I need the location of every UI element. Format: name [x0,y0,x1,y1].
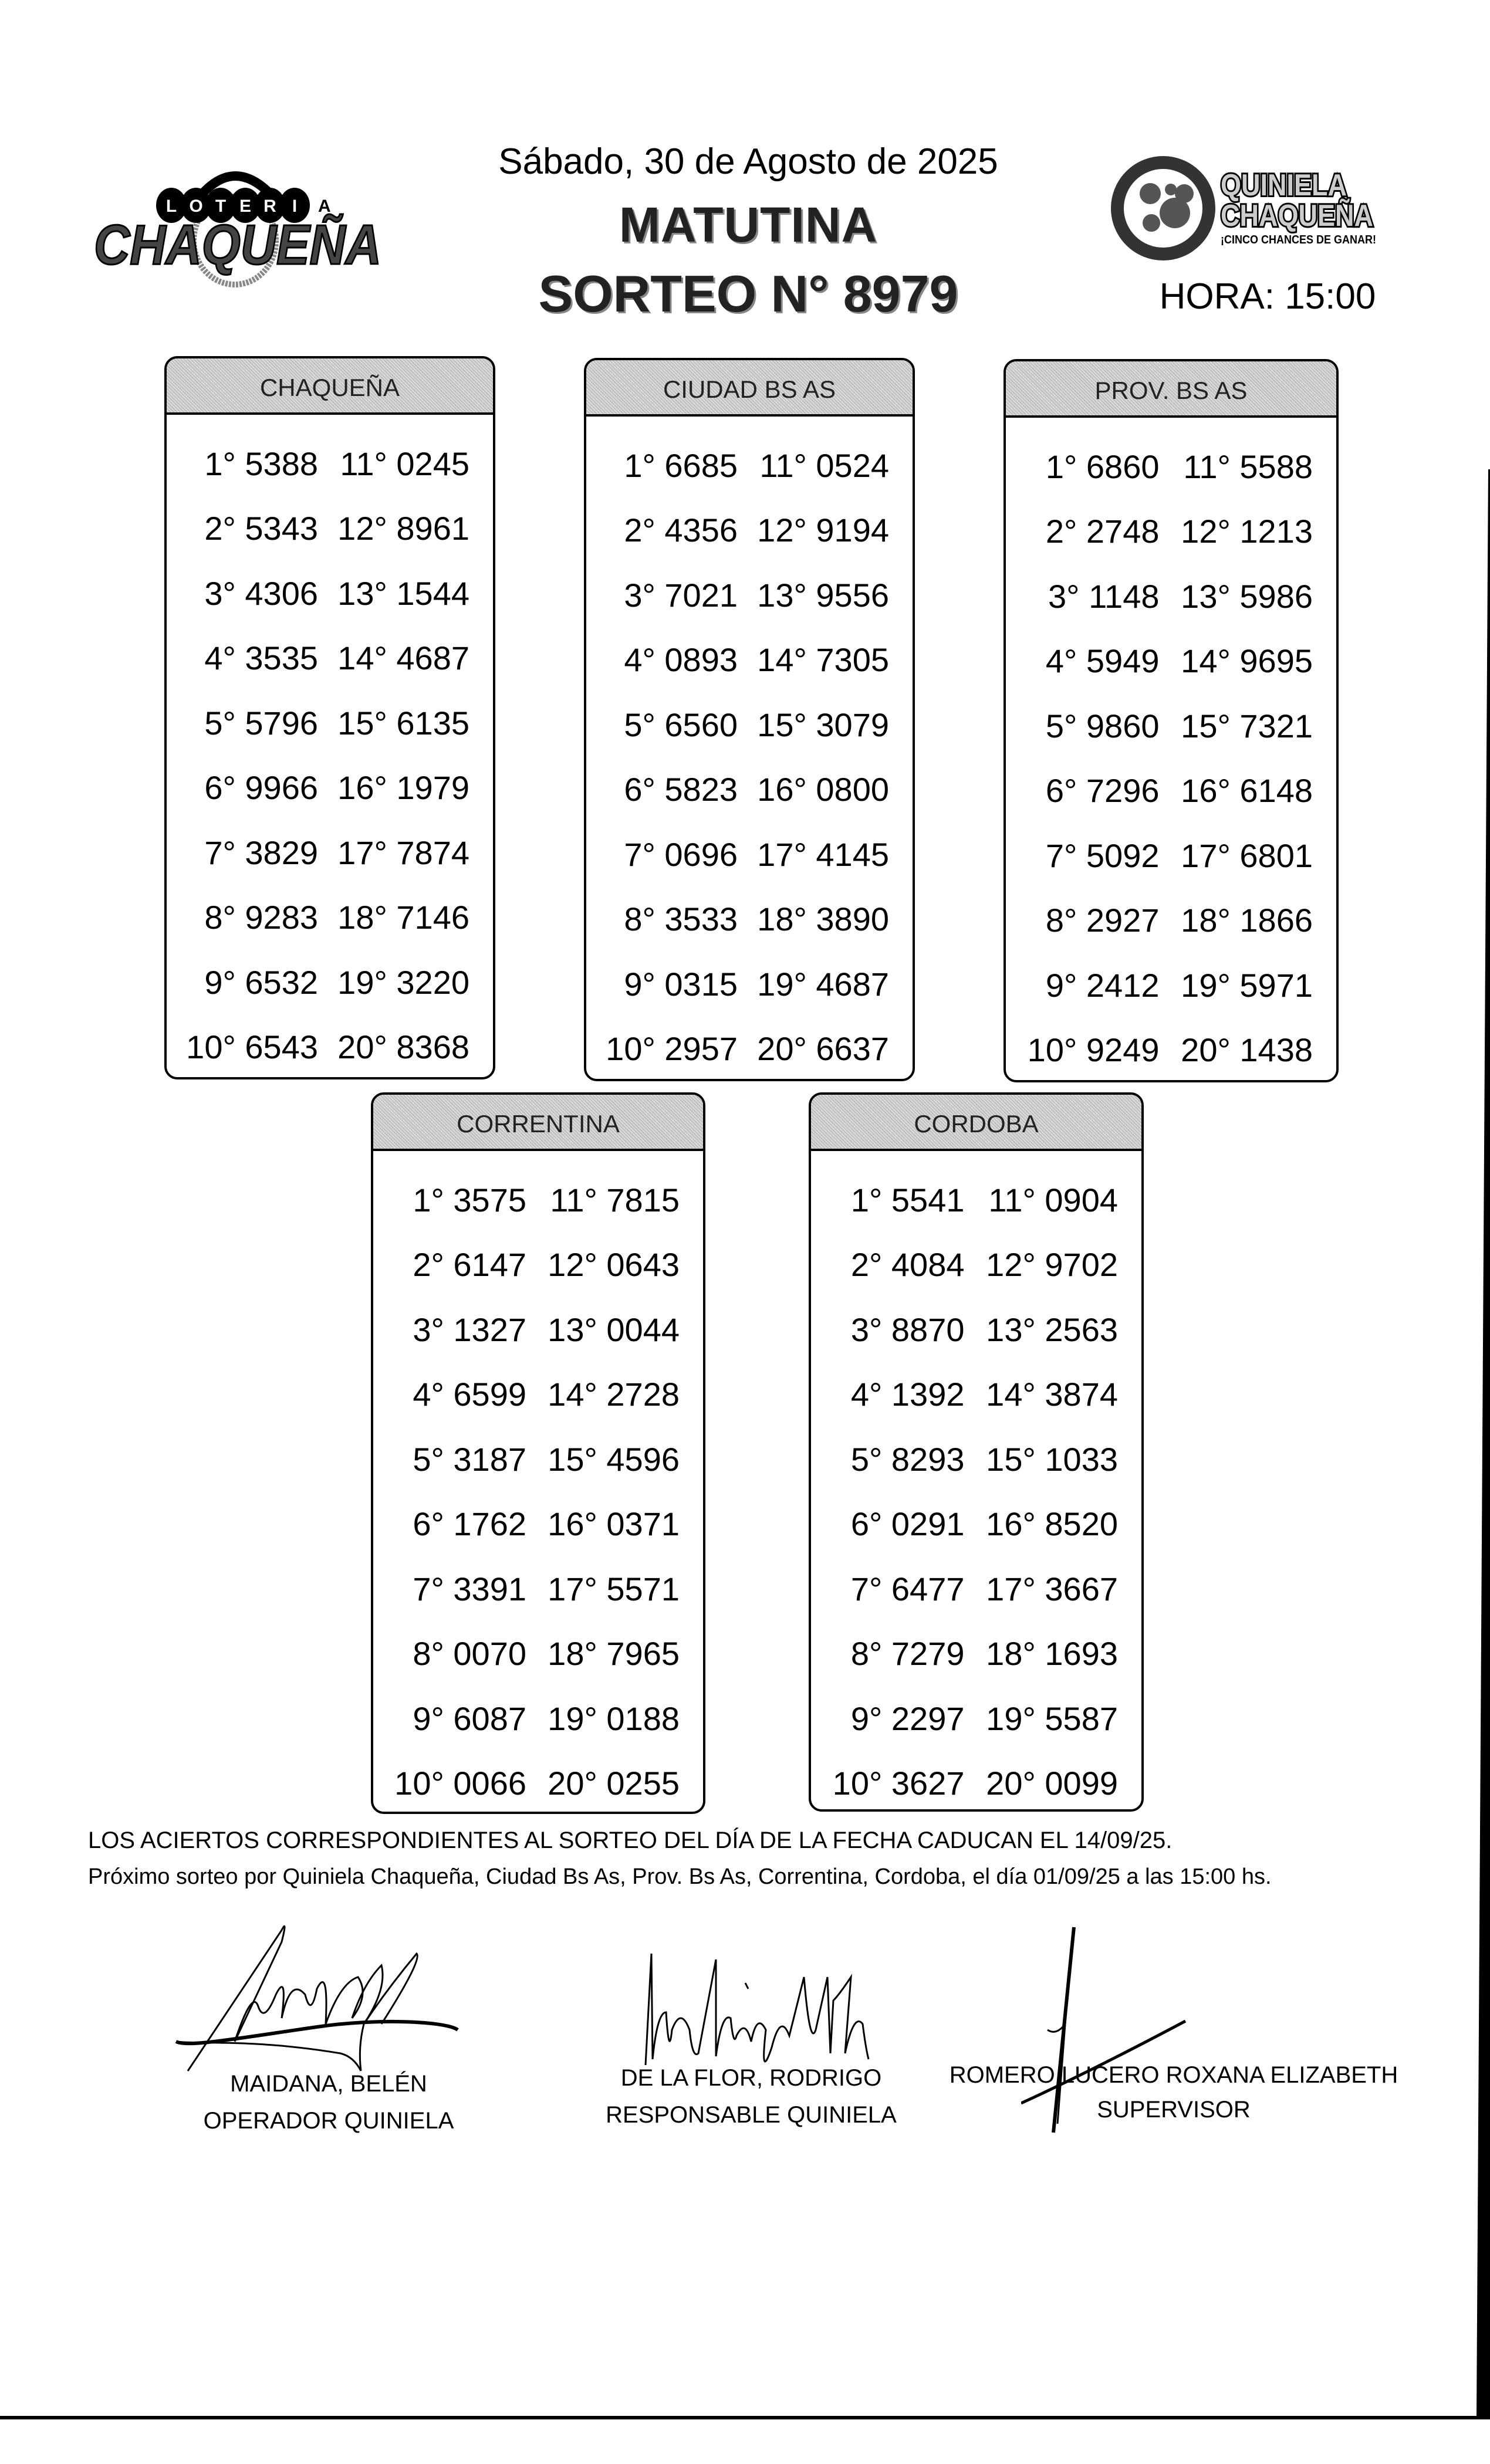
signer-role: OPERADOR QUINIELA [203,2108,454,2134]
result-row [586,757,913,823]
result-entry: 10° 6543 [186,1028,318,1066]
result-entry: 6° 1762 [413,1505,526,1543]
result-row [586,498,913,563]
result-entry: 8° 9283 [204,899,318,936]
result-entry: 8° 2927 [1045,902,1160,939]
result-entry: 9° 6087 [413,1700,526,1737]
result-row [1006,888,1336,953]
table-body [586,417,913,1081]
result-row [1006,564,1336,629]
result-entry: 18° 7146 [337,899,469,936]
result-entry: 18° 3890 [757,901,889,938]
result-entry: 10° 2957 [606,1030,738,1068]
result-row [167,496,493,561]
result-row [811,1492,1141,1557]
table-body [1006,418,1336,1082]
result-row [811,1297,1141,1362]
result-row [1006,759,1336,824]
results-table-cordoba [809,1092,1144,1812]
result-entry: 13° 0044 [548,1311,680,1348]
result-entry: 15° 4596 [548,1440,680,1478]
expiry-notice: LOS ACIERTOS CORRESPONDIENTES AL SORTEO DEL DÍA DE LA FECHA CADUCAN EL 14/09/25. [88,1827,1173,1853]
svg-text:L: L [165,197,177,216]
result-row [373,1492,703,1557]
result-entry: 10° 9249 [1027,1031,1160,1069]
scan-bottom-edge [0,2416,1490,2419]
result-entry: 1° 6860 [1045,448,1160,485]
result-entry: 4° 5949 [1045,642,1160,680]
result-entry: 6° 0291 [850,1505,965,1543]
result-entry: 20° 8368 [337,1028,469,1066]
result-entry: 11° 5588 [1183,448,1313,485]
result-row [167,950,493,1015]
result-entry: 19° 5971 [1181,966,1313,1004]
result-row [373,1556,703,1622]
svg-text:CHAQUEÑA: CHAQUEÑA [1221,199,1397,233]
svg-text:QUINIELA: QUINIELA [1221,168,1347,202]
result-entry: 19° 0188 [548,1700,680,1737]
results-table-correntina [371,1092,705,1814]
result-row [1006,499,1336,564]
result-entry: 14° 3874 [986,1376,1118,1413]
result-row [811,1622,1141,1687]
result-entry: 7° 6477 [850,1570,965,1607]
result-entry: 15° 3079 [757,706,889,743]
result-entry: 19° 3220 [337,963,469,1001]
svg-text:A: A [318,197,331,216]
result-entry: 14° 9695 [1181,642,1313,680]
result-row [1006,629,1336,694]
result-row [811,1233,1141,1298]
result-row [373,1167,703,1233]
svg-text:CHAQUEÑA: CHAQUEÑA [94,214,381,276]
result-row [586,692,913,757]
result-entry: 12° 9194 [757,512,889,549]
next-draw-notice: Próximo sorteo por Quiniela Chaqueña, Ciudad Bs As, Prov. Bs As, Correntina, Cordoba, el día 01/09/25 a las 15:00 hs. [88,1864,1272,1889]
result-entry: 1° 5388 [204,445,318,482]
result-entry: 2° 2748 [1045,513,1160,550]
results-table-ciudad-bs-as [584,358,915,1081]
draw-number: SORTEO N° 8979 [538,265,958,323]
result-entry: 6° 9966 [204,769,318,807]
result-row [167,561,493,626]
result-row [167,691,493,756]
result-entry: 3° 4306 [204,574,318,612]
result-entry: 9° 6532 [204,963,318,1001]
result-entry: 10° 3627 [832,1765,965,1802]
result-entry: 15° 1033 [986,1440,1118,1478]
result-row [811,1556,1141,1622]
result-entry: 5° 5796 [204,704,318,742]
result-entry: 16° 6148 [1181,772,1313,810]
result-row [811,1427,1141,1492]
result-entry: 9° 0315 [624,965,738,1003]
result-row [373,1233,703,1298]
svg-text:¡CINCO CHANCES DE GANAR!: ¡CINCO CHANCES DE GANAR! [1221,233,1376,246]
table-header: CIUDAD BS AS [586,360,913,417]
result-row [167,820,493,885]
result-entry: 16° 1979 [337,769,469,807]
result-row [373,1751,703,1815]
result-entry: 3° 1327 [413,1311,526,1348]
result-entry: 20° 6637 [757,1030,889,1068]
result-entry: 19° 4687 [757,965,889,1003]
result-row [586,1017,913,1082]
result-entry: 18° 1693 [986,1635,1118,1673]
result-entry: 3° 1148 [1048,577,1160,615]
signature-de-la-flor [634,1942,939,2083]
result-entry: 3° 7021 [624,576,738,614]
signer-3 [939,2062,1408,2123]
result-entry: 4° 3535 [204,639,318,677]
result-entry: 11° 0524 [759,446,889,484]
result-row [586,628,913,693]
result-entry: 17° 4145 [757,835,889,873]
result-row [373,1297,703,1362]
signer-2 [587,2065,915,2128]
signer-role: RESPONSABLE QUINIELA [606,2102,897,2128]
svg-text:T: T [215,197,227,216]
result-row [373,1362,703,1427]
draw-time: HORA: 15:00 [1159,276,1376,317]
result-entry: 16° 0800 [757,771,889,808]
result-entry: 20° 1438 [1181,1031,1313,1069]
signature-maidana [164,1907,563,2083]
result-entry: 8° 3533 [624,901,738,938]
result-entry: 5° 8293 [850,1440,965,1478]
result-entry: 14° 7305 [757,641,889,679]
result-entry: 17° 5571 [548,1570,680,1607]
result-entry: 8° 0070 [413,1635,526,1673]
result-entry: 2° 5343 [204,510,318,547]
result-entry: 12° 1213 [1181,513,1313,550]
result-entry: 12° 9702 [986,1246,1118,1284]
quiniela-chaquena-logo [1109,150,1408,267]
result-row [586,433,913,498]
result-row [1006,953,1336,1018]
result-entry: 20° 0255 [548,1765,680,1802]
result-entry: 6° 7296 [1045,772,1160,810]
result-entry: 12° 0643 [548,1246,680,1284]
result-row [373,1686,703,1751]
result-entry: 13° 1544 [337,574,469,612]
result-entry: 13° 5986 [1181,577,1313,615]
result-row [373,1427,703,1492]
result-row [167,1015,493,1080]
result-entry: 4° 0893 [624,641,738,679]
signer-1 [176,2071,481,2134]
result-entry: 11° 7815 [550,1181,680,1219]
result-entry: 9° 2412 [1045,966,1160,1004]
loteria-chaquena-logo [88,147,405,287]
table-header: PROV. BS AS [1006,361,1336,418]
result-row [586,822,913,887]
result-row [1006,1018,1336,1083]
result-row [1006,434,1336,499]
result-entry: 10° 0066 [394,1765,526,1802]
result-entry: 20° 0099 [986,1765,1118,1802]
result-entry: 11° 0904 [988,1181,1118,1219]
table-header: CORDOBA [811,1095,1141,1151]
result-entry: 14° 2728 [548,1376,680,1413]
result-entry: 3° 8870 [850,1311,965,1348]
signer-name: MAIDANA, BELÉN [230,2071,427,2097]
result-entry: 16° 8520 [986,1505,1118,1543]
table-body [373,1151,703,1814]
result-entry: 8° 7279 [850,1635,965,1673]
result-entry: 1° 5541 [850,1181,965,1219]
result-row [373,1622,703,1687]
svg-text:E: E [239,197,252,216]
result-entry: 9° 2297 [850,1700,965,1737]
result-entry: 1° 6685 [624,446,738,484]
result-entry: 15° 7321 [1181,707,1313,744]
result-entry: 4° 6599 [413,1376,526,1413]
result-row [1006,823,1336,888]
result-entry: 19° 5587 [986,1700,1118,1737]
result-entry: 2° 4356 [624,512,738,549]
results-table-chaquena [164,356,495,1079]
result-row [167,885,493,950]
draw-type-title: MATUTINA [619,197,878,252]
result-entry: 12° 8961 [337,510,469,547]
result-entry: 5° 9860 [1045,707,1160,744]
result-entry: 6° 5823 [624,771,738,808]
result-row [586,952,913,1017]
result-entry: 4° 1392 [850,1376,965,1413]
result-entry: 16° 0371 [548,1505,680,1543]
svg-text:I: I [292,197,298,216]
signer-name: DE LA FLOR, RODRIGO [620,2065,882,2091]
result-entry: 5° 6560 [624,706,738,743]
result-entry: 2° 4084 [850,1246,965,1284]
result-row [1006,693,1336,759]
result-entry: 13° 2563 [986,1311,1118,1348]
result-entry: 18° 7965 [548,1635,680,1673]
result-row [811,1686,1141,1751]
result-entry: 17° 6801 [1181,837,1313,874]
result-entry: 7° 0696 [624,835,738,873]
result-row [167,431,493,496]
result-entry: 7° 5092 [1045,837,1160,874]
signer-name: ROMERO LUCERO ROXANA ELIZABETH [949,2062,1398,2088]
table-header: CHAQUEÑA [167,358,493,415]
svg-text:O: O [189,197,203,216]
signer-role: SUPERVISOR [1097,2097,1251,2123]
svg-text:R: R [263,197,276,216]
result-row [811,1362,1141,1427]
result-entry: 7° 3391 [413,1570,526,1607]
result-entry: 1° 3575 [413,1181,526,1219]
result-row [586,563,913,628]
result-row [167,626,493,691]
table-header: CORRENTINA [373,1095,703,1151]
table-body [167,415,493,1079]
table-body [811,1151,1141,1812]
result-row [167,756,493,821]
result-entry: 18° 1866 [1181,902,1313,939]
result-row [811,1167,1141,1233]
result-entry: 15° 6135 [337,704,469,742]
result-entry: 14° 4687 [337,639,469,677]
result-row [811,1751,1141,1812]
draw-date: Sábado, 30 de Agosto de 2025 [498,141,998,182]
result-entry: 13° 9556 [757,576,889,614]
result-entry: 17° 7874 [337,834,469,871]
scan-edge-shadow [1472,0,1490,2423]
result-entry: 7° 3829 [204,834,318,871]
result-entry: 17° 3667 [986,1570,1118,1607]
result-entry: 5° 3187 [413,1440,526,1478]
result-entry: 2° 6147 [413,1246,526,1284]
results-table-prov-bs-as [1004,359,1339,1082]
result-entry: 11° 0245 [340,445,469,482]
result-row [586,887,913,952]
